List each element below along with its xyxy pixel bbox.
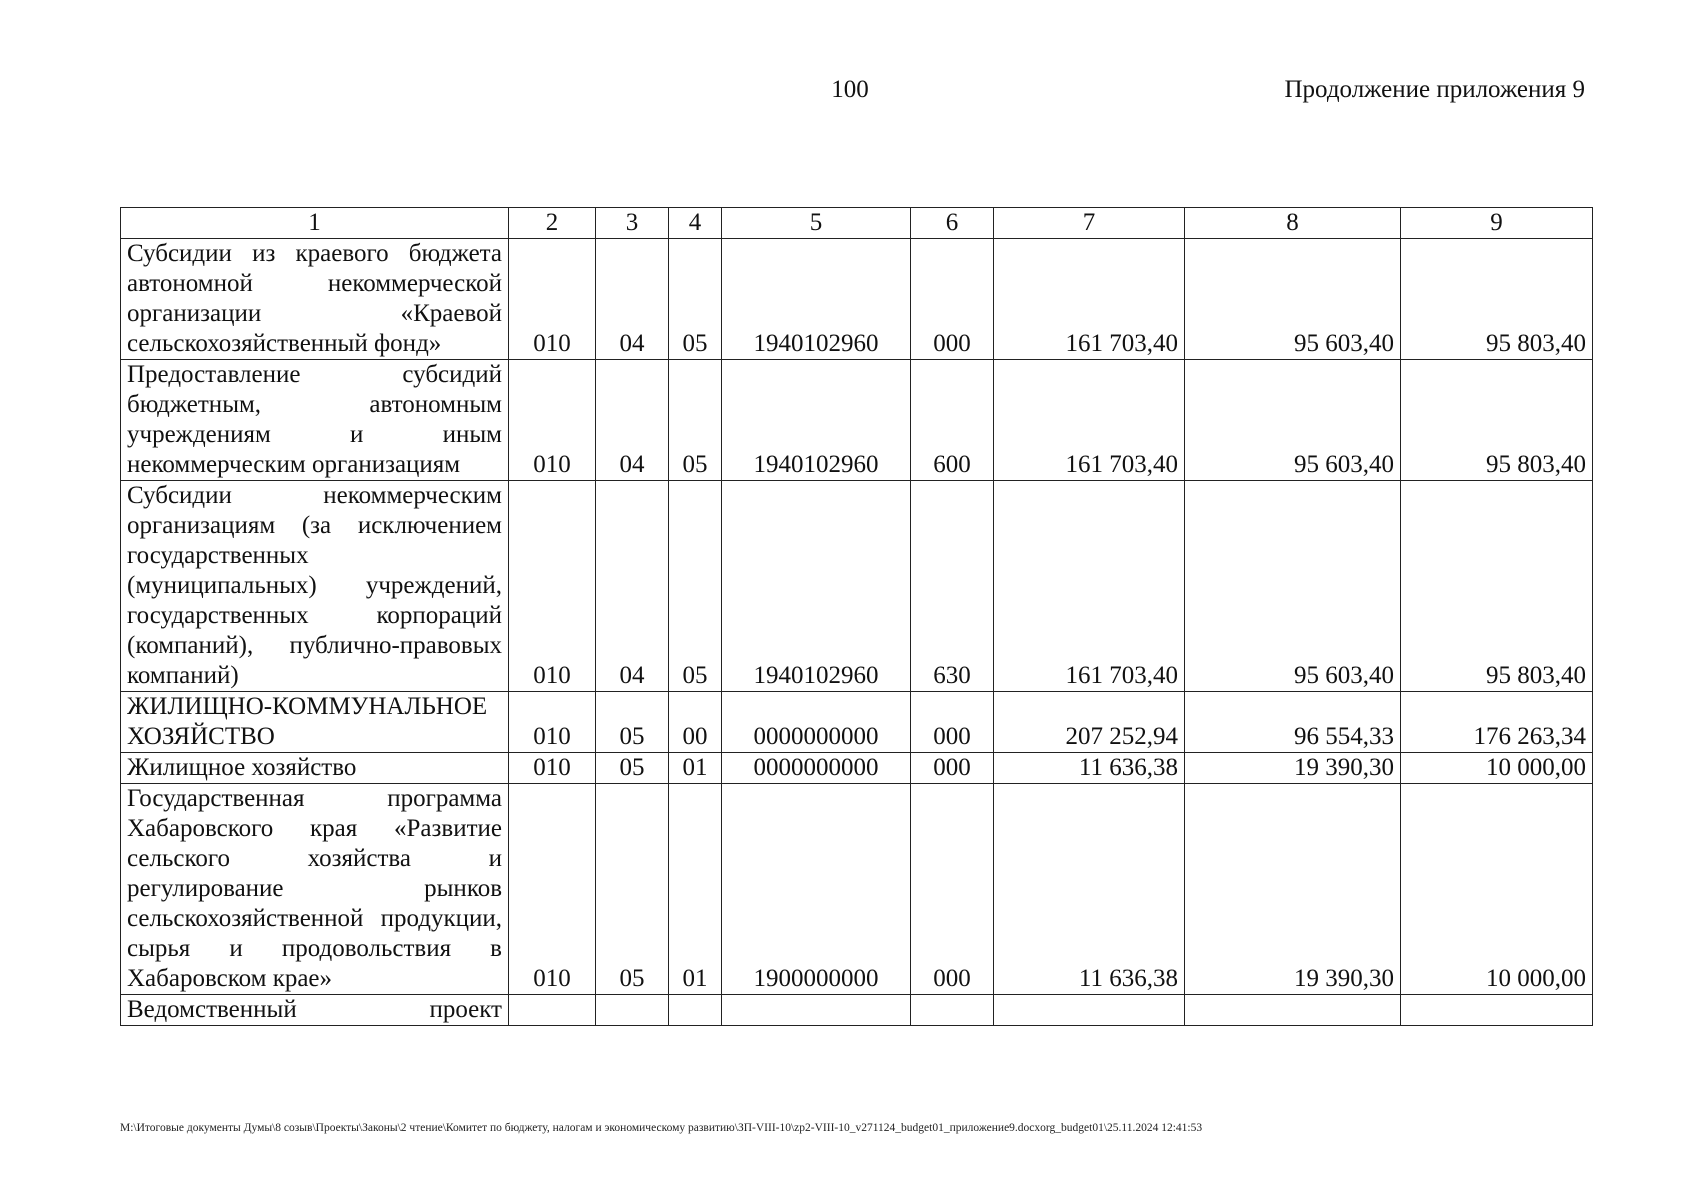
column-header-9: 9	[1401, 208, 1593, 239]
cell-section: 05	[596, 784, 669, 995]
cell-expense-type: 000	[911, 753, 994, 784]
cell-section	[596, 995, 669, 1026]
cell-amount-9: 10 000,00	[1401, 753, 1593, 784]
column-header-2: 2	[509, 208, 596, 239]
cell-amount-7: 161 703,40	[994, 360, 1185, 481]
cell-section: 04	[596, 481, 669, 692]
table-row	[121, 784, 1593, 995]
cell-amount-9: 95 803,40	[1401, 239, 1593, 360]
column-header-5: 5	[722, 208, 911, 239]
cell-amount-7: 11 636,38	[994, 753, 1185, 784]
cell-expense-type: 630	[911, 481, 994, 692]
cell-ministry: 010	[509, 360, 596, 481]
row-name: Предоставление субсидий бюджетным, автономным учреждениям и иным некоммерческим организациям	[121, 360, 509, 481]
column-header-1: 1	[121, 208, 509, 239]
cell-subsection: 01	[669, 753, 722, 784]
cell-expense-type: 000	[911, 784, 994, 995]
cell-amount-8: 19 390,30	[1185, 753, 1401, 784]
table-row	[121, 692, 1593, 753]
cell-section: 05	[596, 753, 669, 784]
cell-amount-9	[1401, 995, 1593, 1026]
cell-subsection: 05	[669, 481, 722, 692]
budget-table	[120, 207, 1593, 1026]
cell-amount-8	[1185, 995, 1401, 1026]
cell-subsection	[669, 995, 722, 1026]
cell-target-article	[722, 995, 911, 1026]
cell-amount-8: 95 603,40	[1185, 481, 1401, 692]
table-header-row	[121, 208, 1593, 239]
cell-ministry: 010	[509, 753, 596, 784]
cell-amount-8: 96 554,33	[1185, 692, 1401, 753]
cell-amount-9: 10 000,00	[1401, 784, 1593, 995]
cell-section: 04	[596, 360, 669, 481]
cell-amount-9: 95 803,40	[1401, 481, 1593, 692]
table-row	[121, 753, 1593, 784]
column-header-6: 6	[911, 208, 994, 239]
cell-amount-7	[994, 995, 1185, 1026]
cell-ministry: 010	[509, 784, 596, 995]
cell-target-article: 1940102960	[722, 360, 911, 481]
row-name: Субсидии некоммерческим организациям (за исключением государственных (муниципальных) учреждений, государственных корпораций (компаний), публично-правовых компаний)	[121, 481, 509, 692]
table-row	[121, 481, 1593, 692]
cell-subsection: 05	[669, 239, 722, 360]
cell-ministry: 010	[509, 481, 596, 692]
cell-expense-type: 600	[911, 360, 994, 481]
cell-ministry: 010	[509, 239, 596, 360]
cell-amount-9: 176 263,34	[1401, 692, 1593, 753]
cell-amount-7: 161 703,40	[994, 239, 1185, 360]
cell-amount-8: 19 390,30	[1185, 784, 1401, 995]
cell-target-article: 1940102960	[722, 239, 911, 360]
cell-subsection: 00	[669, 692, 722, 753]
cell-section: 05	[596, 692, 669, 753]
row-name: Субсидии из краевого бюджета автономной некоммерческой организации «Краевой сельскохозяйственный фонд»	[121, 239, 509, 360]
page-number: 100	[831, 76, 869, 103]
cell-target-article: 1900000000	[722, 784, 911, 995]
cell-amount-7: 161 703,40	[994, 481, 1185, 692]
cell-ministry	[509, 995, 596, 1026]
row-name: ЖИЛИЩНО-КОММУНАЛЬНОЕ ХОЗЯЙСТВО	[121, 692, 509, 753]
table-row	[121, 239, 1593, 360]
cell-target-article: 0000000000	[722, 753, 911, 784]
cell-amount-9: 95 803,40	[1401, 360, 1593, 481]
cell-expense-type	[911, 995, 994, 1026]
cell-amount-8: 95 603,40	[1185, 239, 1401, 360]
row-name: Государственная программа Хабаровского края «Развитие сельского хозяйства и регулирование рынков сельскохозяйственной продукции, сырья и продовольствия в Хабаровском крае»	[121, 784, 509, 995]
cell-expense-type: 000	[911, 692, 994, 753]
table-row	[121, 360, 1593, 481]
cell-amount-7: 11 636,38	[994, 784, 1185, 995]
cell-subsection: 01	[669, 784, 722, 995]
cell-amount-8: 95 603,40	[1185, 360, 1401, 481]
cell-ministry: 010	[509, 692, 596, 753]
row-name: Жилищное хозяйство	[121, 753, 509, 784]
table-row	[121, 995, 1593, 1026]
cell-subsection: 05	[669, 360, 722, 481]
row-name: Ведомственный проект	[121, 995, 509, 1026]
cell-target-article: 0000000000	[722, 692, 911, 753]
column-header-8: 8	[1185, 208, 1401, 239]
column-header-3: 3	[596, 208, 669, 239]
column-header-4: 4	[669, 208, 722, 239]
cell-amount-7: 207 252,94	[994, 692, 1185, 753]
appendix-continuation-label: Продолжение приложения 9	[1284, 76, 1585, 103]
cell-section: 04	[596, 239, 669, 360]
cell-expense-type: 000	[911, 239, 994, 360]
document-path-footer: M:\Итоговые документы Думы\8 созыв\Проекты\Законы\2 чтение\Комитет по бюджету, налогам и экономическому развитию\ЗП-VIII-10\zp2-VIII-10_v271124_budget01_приложение9.docxorg_budget01\25.11.2024 12:41:53	[120, 1122, 1203, 1134]
column-header-7: 7	[994, 208, 1185, 239]
cell-target-article: 1940102960	[722, 481, 911, 692]
